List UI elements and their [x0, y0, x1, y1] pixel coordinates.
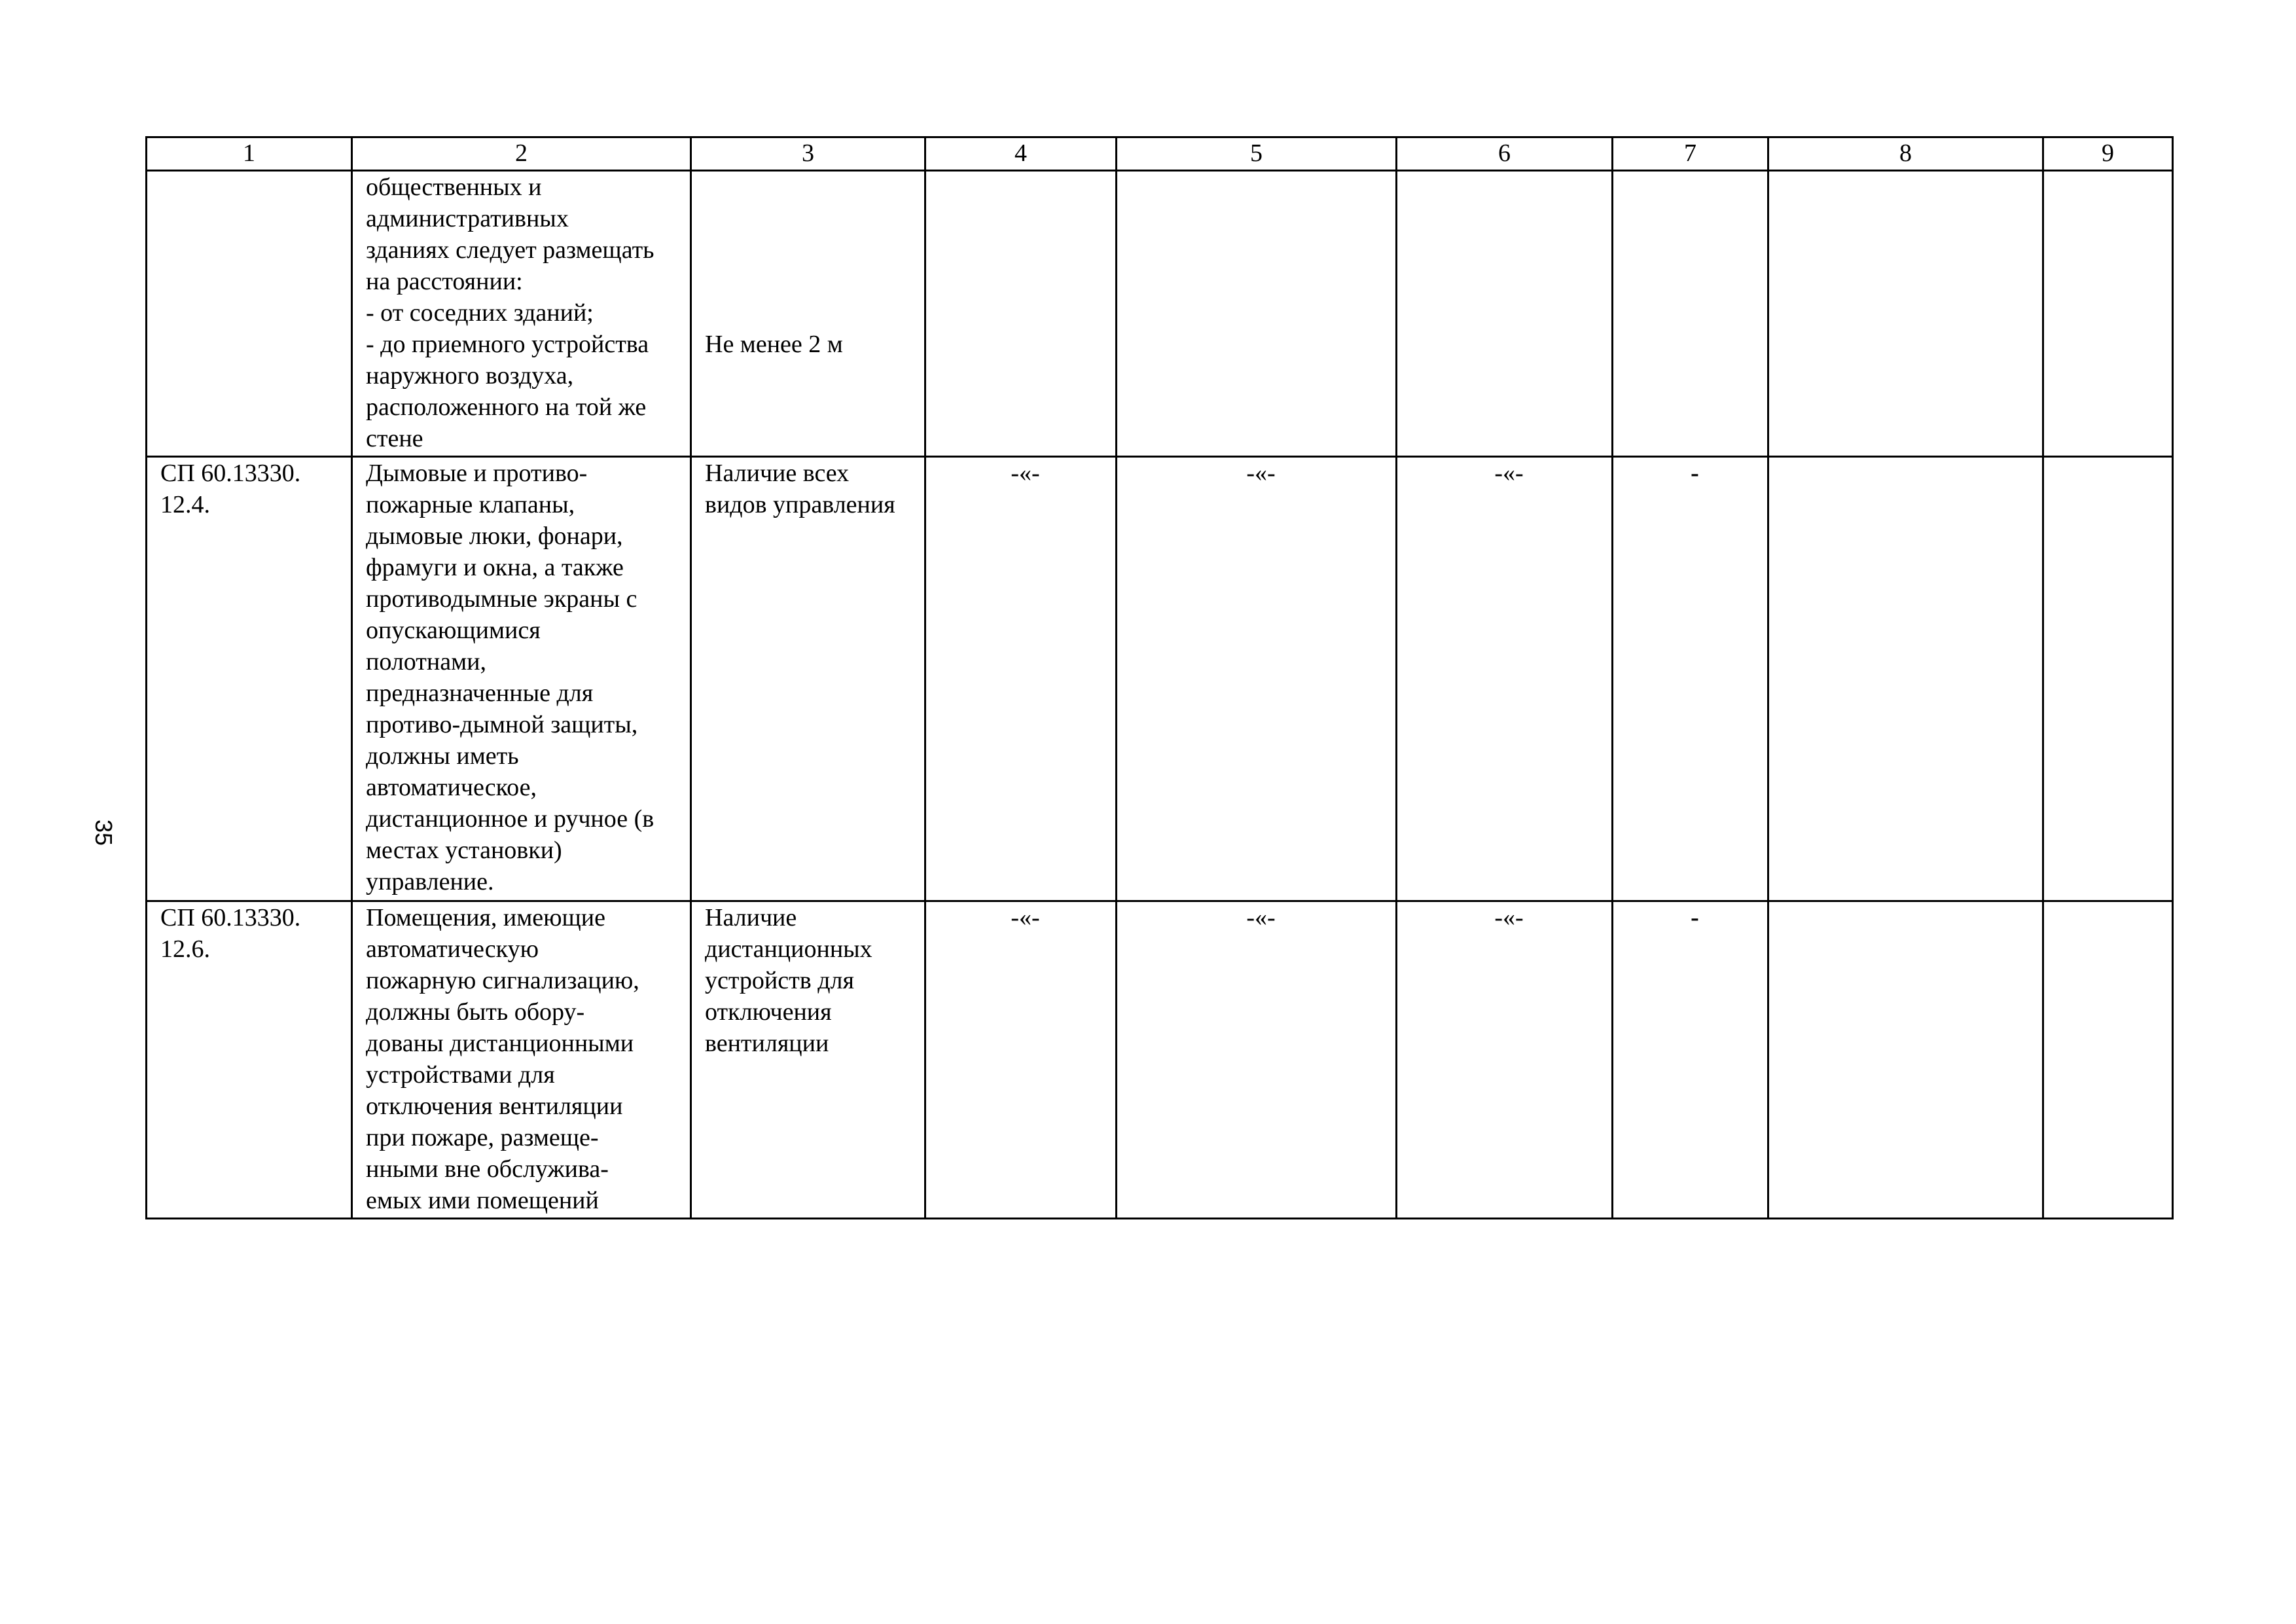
cell-col-7: - [1613, 457, 1768, 901]
cell-col-6 [1397, 171, 1613, 457]
cell-col-4: -«- [925, 901, 1117, 1219]
requirement-text-cell: Дымовые и противо- пожарные клапаны, дымовые люки, фонари, фрамуги и окна, а также противодымные экраны с опускающимися полотнами, предназначенные для противо-дымной защиты, должны иметь автоматическое, дистанционное и ручное (в местах установки) управление. [352, 457, 691, 901]
header-cell-6: 6 [1397, 137, 1613, 171]
header-cell-2: 2 [352, 137, 691, 171]
norm-reference-cell [147, 171, 352, 457]
header-cell-8: 8 [1768, 137, 2043, 171]
cell-col-9 [2043, 171, 2173, 457]
cell-col-4 [925, 171, 1117, 457]
criterion-cell: Наличие дистанционных устройств для отключения вентиляции [691, 901, 925, 1219]
norm-reference-cell: СП 60.13330. 12.6. [147, 901, 352, 1219]
cell-col-5 [1117, 171, 1397, 457]
table-row [147, 901, 2173, 1219]
cell-col-8 [1768, 901, 2043, 1219]
norm-reference-cell: СП 60.13330. 12.4. [147, 457, 352, 901]
requirement-text-cell: Помещения, имеющие автоматическую пожарную сигнализацию, должны быть обору- дованы дистанционными устройствами для отключения вентиляции при пожаре, размеще- нными вне обслужива- емых ими помещений [352, 901, 691, 1219]
requirements-table [145, 136, 2174, 1219]
table-row [147, 171, 2173, 457]
cell-col-7: - [1613, 901, 1768, 1219]
cell-col-9 [2043, 901, 2173, 1219]
cell-col-9 [2043, 457, 2173, 901]
header-cell-1: 1 [147, 137, 352, 171]
cell-col-6: -«- [1397, 901, 1613, 1219]
cell-col-8 [1768, 457, 2043, 901]
criterion-text: Не менее 2 м [705, 331, 843, 358]
criterion-cell [691, 171, 925, 457]
header-cell-4: 4 [925, 137, 1117, 171]
header-cell-9: 9 [2043, 137, 2173, 171]
header-cell-3: 3 [691, 137, 925, 171]
cell-col-4: -«- [925, 457, 1117, 901]
header-cell-7: 7 [1613, 137, 1768, 171]
cell-col-7 [1613, 171, 1768, 457]
cell-col-8 [1768, 171, 2043, 457]
cell-col-5: -«- [1117, 457, 1397, 901]
page-number: 35 [90, 819, 117, 846]
table-header-row [147, 137, 2173, 171]
cell-col-6: -«- [1397, 457, 1613, 901]
cell-col-5: -«- [1117, 901, 1397, 1219]
criterion-cell: Наличие всех видов управления [691, 457, 925, 901]
table-row [147, 457, 2173, 901]
header-cell-5: 5 [1117, 137, 1397, 171]
requirement-text-cell: общественных и административных зданиях следует размещать на расстоянии: - от соседних зданий; - до приемного устройства наружного воздуха, расположенного на той же стене [352, 171, 691, 457]
